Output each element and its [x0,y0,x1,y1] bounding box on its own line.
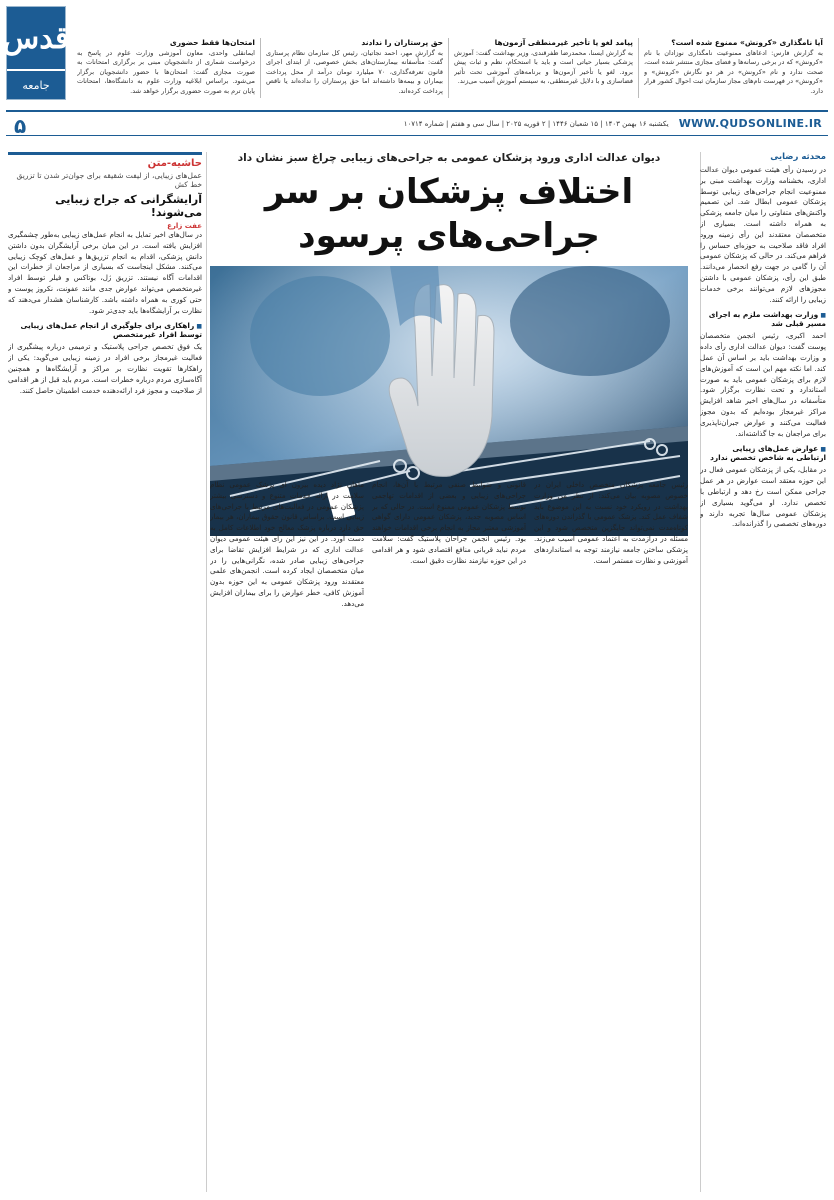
sidebar-headline[interactable]: آرایشگرانی که جراح زیبایی می‌شوند! [55,193,202,219]
teaser-text: به گزارش ایسنا، محمدرضا ظفرقندی، وزیر بهداشت گفت: آموزش پزشکی بسیار حیاتی است و باید با استحکام، نظم و ثبات پیش برود. لغو یا تأخیر آزمون‌ها و برنامه‌های آموزشی تحت تأثیر فضاسازی و با دلایل غیرمنطقی، به سیستم آموزش آسیب می‌زند. [454,49,633,86]
teaser-item[interactable] [448,38,638,98]
masthead-logo[interactable] [2,6,70,100]
body-text: یک فوق تخصص جراحی پلاستیک و ترمیمی درباره پیشگیری از فعالیت غیرمجاز برخی افراد در زمینه زیبایی می‌گوید: یکی از راهکارها تقویت نظارت بر مراکز و آرایشگاه‌ها و همچنین آگاه‌سازی مردم درباره خطرات است. مردم باید قبل از هر اقدامی از صلاحیت و مجوز فرد ارائه‌دهنده خدمت اطمینان حاصل کنند. [8,342,202,395]
body-text: در مقابل، یکی از پزشکان عمومی فعال در این حوزه معتقد است عوارض در هر عمل جراحی ممکن است رخ دهد و ارتباطی با تخصص ندارد. او می‌گوید بسیاری از پزشکان عمومی سال‌ها تجربه دارند و دوره‌های تخصصی را گذرانده‌اند. [700,465,826,529]
lead-text: در رسیدن رأی هیئت عمومی دیوان عدالت اداری، بخشنامه وزارت بهداشت مبنی بر ممنوعیت انجام جراحی‌های زیبایی توسط پزشکان عمومی ابطال شد. این تصمیم واکنش‌های متفاوتی را میان جامعه پزشکی به همراه داشته است. بسیاری از متخصصان معتقدند این رأی زمینه ورود افراد فاقد صلاحیت به حوزه‌ای حساس را فراهم می‌کند. در حالی که پزشکان عمومی آن را گامی در جهت رفع انحصار می‌دانند. طبق این رأی، پزشکان عمومی با داشتن مجوزهای لازم می‌توانند برخی خدمات زیبایی را ارائه کنند. [700,165,826,304]
article-headline[interactable]: اختلاف پزشکان بر سر جراحی‌های پرسود [264,172,634,256]
sidebar-rubric [8,152,202,189]
site-url[interactable]: WWW.QUDSONLINE.IR [678,117,822,130]
logo-text: قدس [7,7,65,69]
top-band [0,0,834,108]
dateline: یکشنبه ۱۶ بهمن ۱۴۰۳ | ۱۵ شعبان ۱۴۴۶ | ۲ فوریه ۲۰۲۵ | سال سی و هفتم | شماره ۱۰۷۱۴ [403,119,669,128]
body-text: رئیس جامعه پزشکان متخصص داخلی ایران در خصوص مصوبه بیان می‌کند: از نظر من وزارت بهداشت در رویکرد خود نسبت به این موضوع باید شفاف عمل کند. پزشک عمومی با گذراندن دوره‌های کوتاه‌مدت نمی‌تواند جایگزین متخصص شود و این مسئله در درازمدت به اعتماد عمومی آسیب می‌زند. پزشکی ساختن جامعه نیازمند توجه به استانداردهای آموزشی و نظارت مستمر است. [534,480,688,565]
teaser-item[interactable] [72,38,260,98]
right-column [700,152,826,1192]
teaser-title: آیا نامگذاری «کرونش» ممنوع شده است؟ [671,38,823,47]
body-text: قانونی و ضوابط صنفی مرتبط با آن‌ها، انجام جراحی‌های زیبایی و بعضی از اقدامات تهاجمی توسط پزشکان عمومی ممنوع است. در حالی که بر اساس مصوبه جدید، پزشکان عمومی دارای گواهی آموزشی معتبر مجاز به انجام برخی اقدامات خواهند بود. رئیس انجمن جراحان پلاستیک گفت: سلامت مردم نباید قربانی منافع اقتصادی شود و هر اقدامی در این حوزه نیازمند نظارت دقیق است. [372,480,526,565]
teaser-title: حق پرستاران را ندادند [361,38,443,47]
teasers [72,38,828,98]
article-column [534,480,688,1192]
article-column [210,480,364,1192]
main-article [210,152,688,1192]
subheading: ■ وزارت بهداشت ملزم به اجرای مسیر قبلی شد [700,310,826,328]
folio-line [6,110,828,136]
subheading: ■ عوارض عمل‌های زیبایی ارتباطی به شاخص تخصص ندارد [700,444,826,462]
rubric-title: حاشیه-متن [147,158,202,169]
section-tag: جامعه [7,69,65,99]
body-text: احمد اکبری، رئیس انجمن متخصصان پوست گفت: دیوان عدالت اداری رأی داده و وزارت بهداشت باید بر اساس آن عمل کند. اما نکته مهم این است که آموزش‌های لازم برای پزشکان عمومی باید به صورت استاندارد و تحت نظارت برگزار شود. متأسفانه در سال‌های اخیر شاهد افزایش مراکز غیرمجاز بوده‌ایم که بدون مجوز فعالیت می‌کنند و عوارض جبران‌ناپذیری برای مراجعان به جا گذاشته‌اند. [700,331,826,438]
body-text: در سال‌های اخیر تمایل به انجام عمل‌های زیبایی به‌طور چشمگیری افزایش یافته است. در این میان برخی آرایشگران بدون داشتن دانش پزشکی، اقدام به انجام تزریق‌ها و عمل‌های کوچک زیبایی می‌کنند. مشکل اینجاست که بسیاری از مراجعان از خطرات این اقدامات آگاه نیستند. تزریق ژل، بوتاکس و فیلر توسط افراد غیرمتخصص می‌تواند عوارض جدی مانند عفونت، نکروز پوست و حتی کوری به همراه داشته باشد. کارشناسان هشدار می‌دهند که نظارت بر آرایشگاه‌ها باید جدی‌تر شود. [8,230,202,315]
author-byline: عفت زارع [167,222,202,230]
column-divider [206,152,207,1192]
article-kicker: دیوان عدالت اداری ورود پزشکان عمومی به جراحی‌های زیبایی چراغ سبز نشان داد [237,152,661,164]
rubric-subtitle: عمل‌های زیبایی، از لیفت شقیقه برای جوان‌تر شدن تا تزریق خط کش [16,171,202,189]
teaser-text: به گزارش مهر، احمد نجاتیان، رئیس کل سازمان نظام پرستاری گفت: متأسفانه بیمارستان‌های بخش خصوصی، از ابتدای اجرای قانون تعرفه‌گذاری، ۷۰ میلیارد تومان درآمد از محل پرداخت بیماران و بیمه‌ها داشته‌اند اما حق پرستاران را نداده‌اند یا ناقص پرداخت کرده‌اند. [266,49,443,95]
teaser-text: ایمانقلی واحدی، معاون آموزشی وزارت علوم در پاسخ به درخواست شماری از دانشجویان مبنی بر برگزاری امتحانات به صورت مجازی گفت: امتحان‌ها با حضور دانشجویان برگزار می‌شود. براساس ابلاغیه وزارت علوم به دانشگاه‌ها، امتحانات پایان ترم به صورت حضوری برگزار خواهد شد. [77,49,255,95]
author-byline: محدثه رضایی [770,152,826,162]
page-number: ۵ [14,114,27,138]
teaser-item[interactable] [638,38,828,98]
teaser-title: امتحان‌ها فقط حضوری [169,38,255,47]
teaser-text: به گزارش فارس: ادعاهای ممنوعیت نامگذاری نوزادان با نام «کرونش» که در برخی رسانه‌ها و فضای مجازی منتشر شده است، صحت ندارد و نام «کرونش» در هر دو نگارش «کرونش» و «کرونش» در فهرست نام‌های مجاز سازمان ثبت احوال کشور قرار دارد. [644,49,823,95]
article-body [210,480,688,1192]
body-text: ماهان نژاد دیده بیرون ای پزشک عمومی نظام سلامت در ارائه خدمات متنوع و دسترسی بیشتر پزشکان عمومی در فعالیت‌های مرتبط با جراحی‌های زیبایی است. براساس قانون حقوق بیماران، هر بیمار حق دارد درباره پزشک معالج خود اطلاعات کامل به دست آورد. در این نیز این رأی هیئت عمومی دیوان عدالت اداری که در شرایط افزایش تقاضا برای جراحی‌های زیبایی صادر شده، نگرانی‌هایی را در میان متخصصان ایجاد کرده است. انجمن‌های علمی معتقدند ورود پزشکان عمومی به این حوزه بدون آموزش کافی، خطر عوارض را برای بیماران افزایش می‌دهد. [210,480,364,608]
article-column [372,480,526,1192]
left-column [8,152,202,1192]
teaser-item[interactable] [260,38,448,98]
teaser-title: پیامد لغو یا تأخیر غیرمنطقی آزمون‌ها [494,38,633,47]
subheading: ■ راهکاری برای جلوگیری از انجام عمل‌های زیبایی توسط افراد غیرمتخصص [8,321,202,339]
